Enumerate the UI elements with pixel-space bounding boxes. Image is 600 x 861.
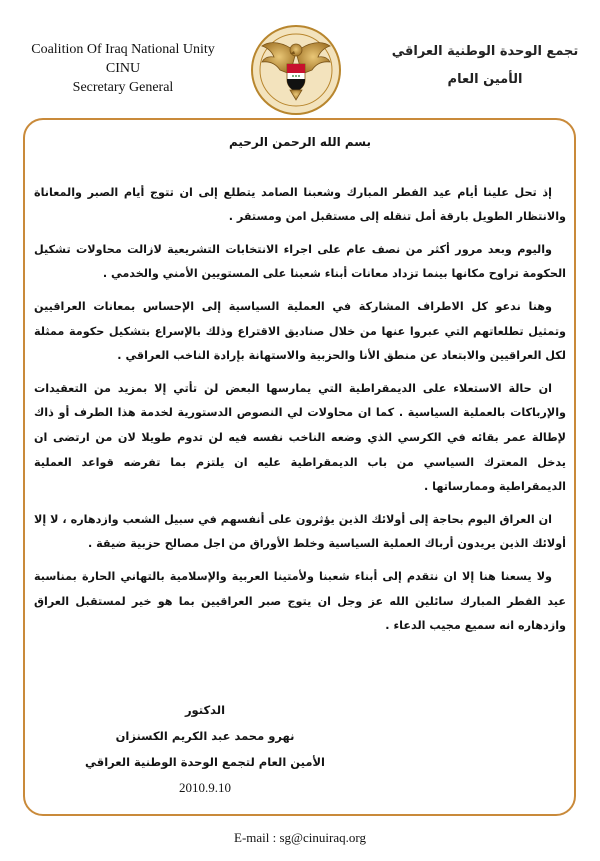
letterhead xyxy=(0,0,600,112)
paragraph-5: ان العراق اليوم بحاجة إلى أولائك الذين يؤثرون على أنفسهم في سبيل الشعب وازدهاره ، لا إلا أولائك الذين يريدون أرباك العملية السياسية وخلط الأوراق من اجل مصالح حزبية ضيقة . xyxy=(34,512,566,551)
letterhead-english xyxy=(28,40,218,97)
paragraph-6: ولا يسعنا هنا إلا ان نتقدم إلى أبناء شعبنا ولأمتينا العربية والإسلامية بالتهاني الحارة بمناسبة عيد الفطر المبارك سائلين الله عز وجل ان يتوج صبر العراقيين بما هو خير لمستقبل العراق وازدهاره انه سميع مجيب الدعاء . xyxy=(34,569,566,633)
letterhead-arabic xyxy=(390,38,580,94)
footer-email: E-mail : sg@cinuiraq.org xyxy=(234,830,366,845)
signature-position: الأمين العام لتجمع الوحدة الوطنية العراقي xyxy=(85,755,325,769)
organization-acronym: CINU xyxy=(105,61,141,76)
office-title-arabic: الأمين العام xyxy=(447,72,523,87)
eagle-emblem-icon xyxy=(250,24,342,116)
paragraph-3: وهنا ندعو كل الاطراف المشاركة في العملية السياسية إلى الإحساس بمعانات العراقيين وتمثيل تطلعاتهم التي عبروا عنها من خلال صناديق الاقتراع وذلك بالإسراع بتشكيل حكومة ممثلة لكل العراقيين والابتعاد عن منطق الأنا والحزبية والاستهانة بإرادة الناخب العراقي . xyxy=(34,299,566,363)
signature-block xyxy=(80,697,330,801)
paragraph-2: واليوم وبعد مرور أكثر من نصف عام على اجراء الانتخابات التشريعية لازالت محاولات تشكيل الحكومة تراوح مكانها بينما تزداد معانات أبناء شعبنا على المستويين الأمني والخدمي . xyxy=(34,242,566,281)
paragraph-1: إذ تحل علينا أيام عيد الفطر المبارك وشعبنا الصامد يتطلع إلى ان تتوج أيام الصبر والمعاناة والانتظار الطويل بارقة أمل تنقله إلى مستقبل امن ومستقر . xyxy=(34,185,566,224)
organization-name-english: Coalition Of Iraq National Unity xyxy=(31,42,215,57)
office-title-english: Secretary General xyxy=(72,80,174,95)
letter-date: 2010.9.10 xyxy=(179,780,231,795)
signature-title: الدكتور xyxy=(184,703,226,717)
paragraph-4: ان حالة الاستعلاء على الديمقراطية التي يمارسها البعض لن تأتي إلا بمزيد من التعقيدات والإرباكات بالعملية السياسية . كما ان محاولات لي النصوص الدستورية لخدمة هذا الطرف أو ذاك لإطالة عمر بقائه في الكرسي الذي وضعه الناخب نفسه فيه لن تدوم طويلا لان من ارتضى ان يدخل المعترك السياسي من باب الديمقراطية عليه ان يلتزم بما تفرضه قواعد العملية الديمقراطية وممارساتها . xyxy=(34,381,566,494)
organization-name-arabic: تجمع الوحدة الوطنية العراقي xyxy=(391,44,579,59)
basmala: بسم الله الرحمن الرحيم xyxy=(228,135,372,149)
letter-body xyxy=(34,128,566,647)
signature-name: نهرو محمد عبد الكريم الكسنزان xyxy=(115,729,295,743)
